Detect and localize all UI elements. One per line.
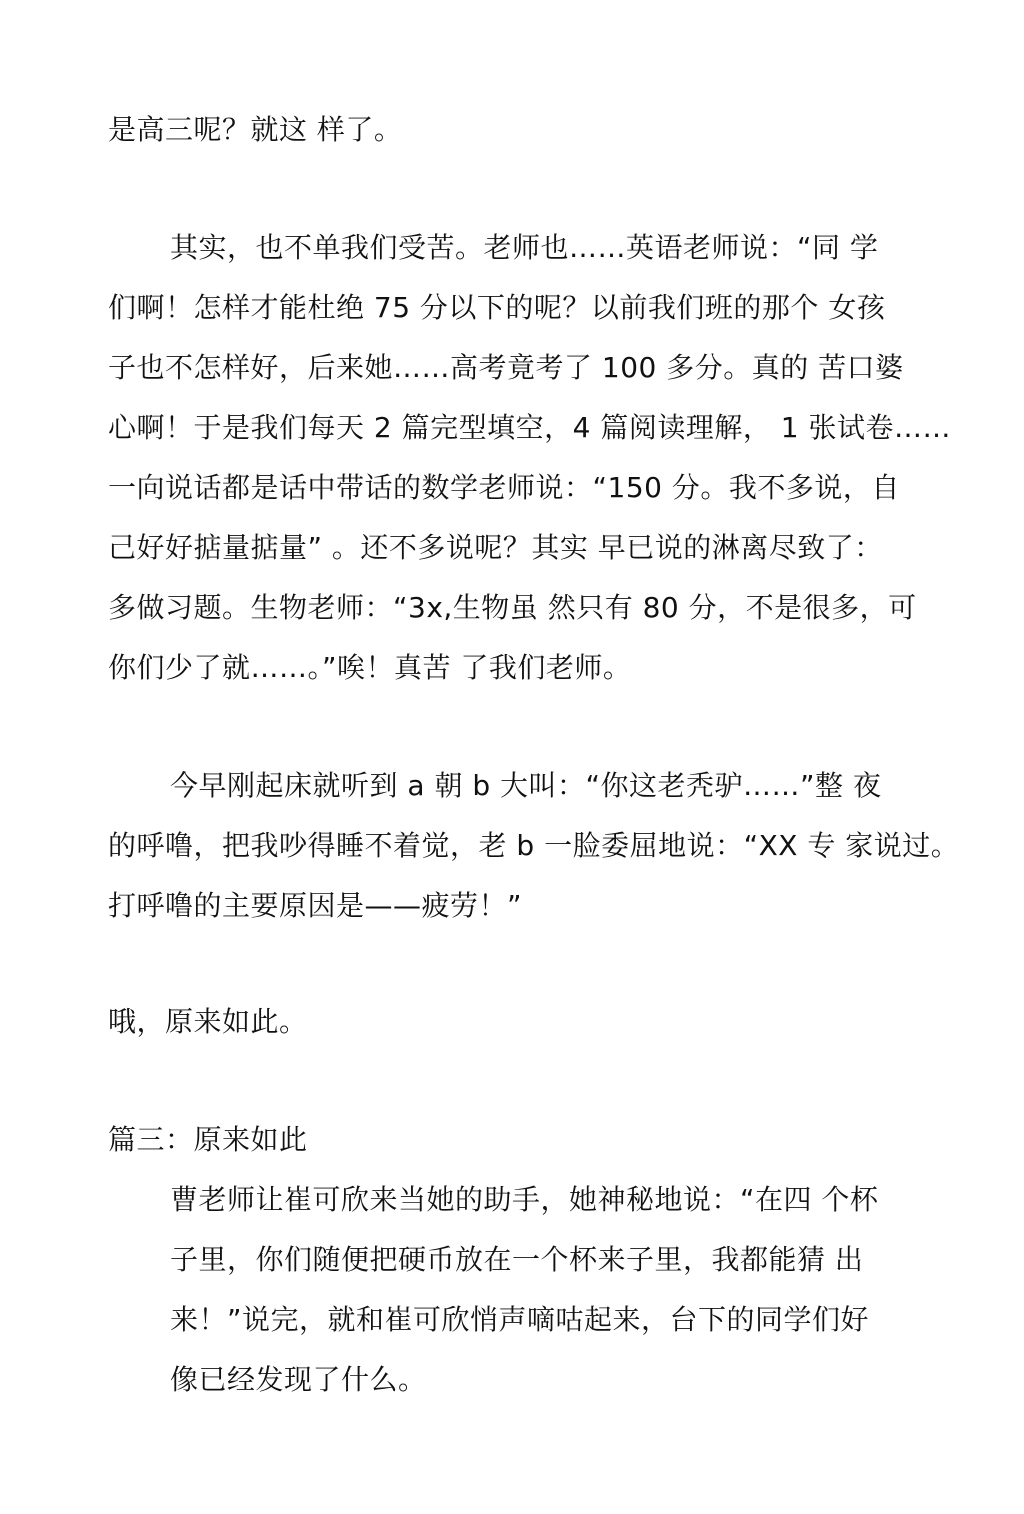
text-line: 其实，也不单我们受苦。老师也……英语老师说：“同 学 [170, 231, 879, 264]
text-line: 己好好掂量掂量” 。还不多说呢？其实 早已说的淋离尽致了： [108, 531, 883, 564]
text-line: 一向说话都是话中带话的数学老师说：“150 分。我不多说，自 [108, 471, 900, 504]
text-line: 哦，原来如此。 [108, 1005, 308, 1038]
text-line: 心啊！于是我们每天 2 篇完型填空，4 篇阅读理解， 1 张试卷…… [108, 411, 951, 444]
text-line: 你们少了就……。”唉！真苦 了我们老师。 [108, 651, 632, 684]
text-line: 来！”说完，就和崔可欣悄声嘀咕起来，台下的同学们好 [170, 1303, 870, 1336]
text-line: 子里，你们随便把硬币放在一个杯来子里，我都能猜 出 [170, 1243, 864, 1276]
text-line: 子也不怎样好，后来她……高考竟考了 100 多分。真的 苦口婆 [108, 351, 904, 384]
text-line: 今早刚起床就听到 a 朝 b 大叫：“你这老秃驴……”整 夜 [170, 769, 882, 802]
text-line: 像已经发现了什么。 [170, 1363, 427, 1396]
text-line: 打呼噜的主要原因是——疲劳！” [108, 889, 523, 922]
text-line: 的呼噜，把我吵得睡不着觉，老 b 一脸委屈地说：“XX 专 家说过。 [108, 829, 960, 862]
text-line: 们啊！怎样才能杜绝 75 分以下的呢？以前我们班的那个 女孩 [108, 291, 886, 324]
text-line: 多做习题。生物老师：“3x,生物虽 然只有 80 分，不是很多，可 [108, 591, 917, 624]
text-line: 曹老师让崔可欣来当她的助手，她神秘地说：“在四 个杯 [170, 1183, 879, 1216]
text-line: 是高三呢？就这 样了。 [108, 113, 403, 146]
section-heading: 篇三：原来如此 [108, 1123, 308, 1156]
